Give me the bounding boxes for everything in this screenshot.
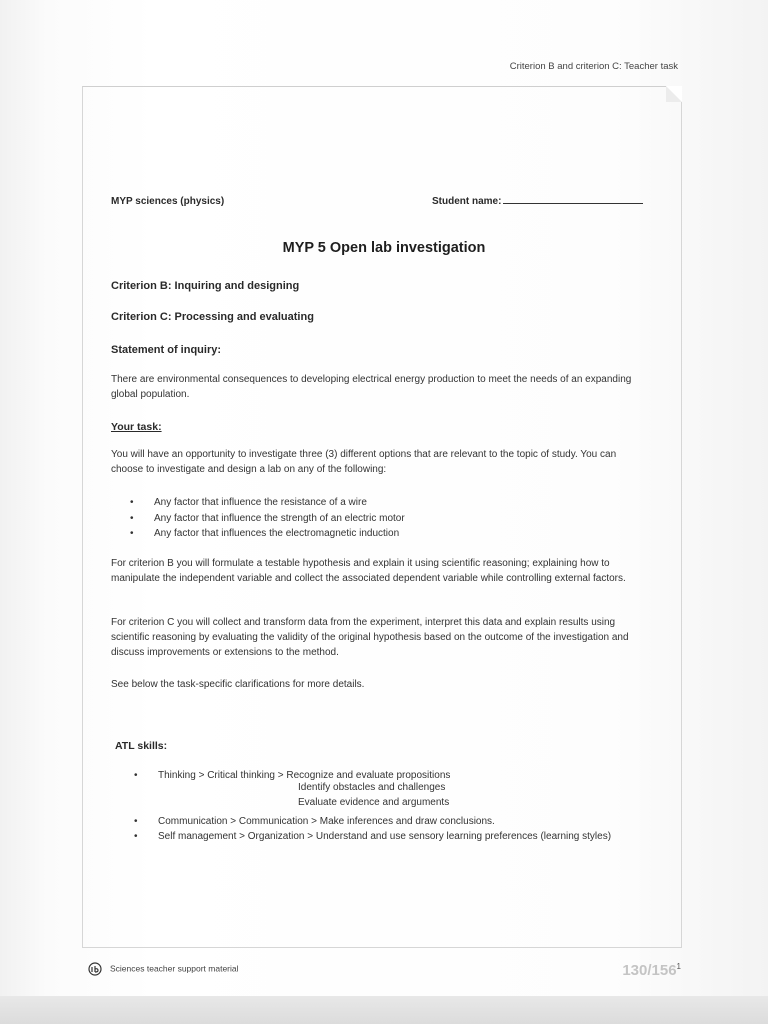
folded-corner (666, 86, 682, 102)
list-item: • Any factor that influences the electromagnetic induction (130, 526, 405, 542)
criterion-c-paragraph: For criterion C you will collect and transform data from the experiment, interpret this data and explain results using scientific reasoning by evaluating the validity of the original hypothesis based on the outcome of the investigation and discuss improvements or extensions to the method. (111, 617, 629, 658)
ib-logo-icon (88, 962, 102, 976)
atl-heading: ATL skills: (115, 740, 168, 752)
student-name-field (432, 194, 643, 207)
atl-self-management-text: Self management > Organization > Understand and use sensory learning preferences (learning styles) (158, 831, 612, 842)
atl-thinking-sub2: Evaluate evidence and arguments (298, 797, 450, 808)
scan-bottom-edge (0, 996, 768, 1024)
page-title: MYP 5 Open lab investigation (282, 240, 486, 256)
see-below-note: See below the task-specific clarifications for more details. (111, 679, 365, 690)
page-number (622, 962, 681, 979)
page-footer (88, 962, 239, 976)
atl-thinking-text: Thinking > Critical thinking > Recognize and evaluate propositions (158, 770, 451, 781)
criterion-b-heading: Criterion B: Inquiring and designing (111, 280, 300, 292)
list-item: • Any factor that influence the strength of an electric motor (130, 511, 405, 527)
statement-heading: Statement of inquiry: (111, 344, 222, 356)
task-intro: You will have an opportunity to investigate three (3) different options that are relevant to the topic of study. You can choose to investigate and design a lab on any of the following: (111, 449, 617, 475)
page-superscript: 1 (676, 962, 681, 971)
task-options-list (130, 495, 405, 542)
criterion-c-heading: Criterion C: Processing and evaluating (111, 311, 314, 323)
running-header: Criterion B and criterion C: Teacher task (509, 61, 678, 72)
list-item: • Any factor that influence the resistance of a wire (130, 495, 405, 511)
statement-text: There are environmental consequences to developing electrical energy production to meet the needs of an expanding global population. (111, 374, 632, 400)
page-number-text: 130/156 (622, 962, 677, 979)
atl-communication-text: Communication > Communication > Make inferences and draw conclusions. (158, 816, 495, 827)
student-name-label: Student name: (432, 196, 502, 207)
footer-text: Sciences teacher support material (110, 963, 239, 974)
criterion-b-paragraph: For criterion B you will formulate a testable hypothesis and explain it using scientific reasoning; explaining how to manipulate the independent variable and collect the associated dependent variable while controlling external factors. (111, 558, 626, 584)
task-heading: Your task: (111, 421, 162, 433)
subject-label: MYP sciences (physics) (111, 196, 225, 207)
scanned-page: Criterion B and criterion C: Teacher task MYP sciences (physics) Student name: MYP 5 Open lab investigation Criterion B: Inquiring and designing Criterion C: Processing and evaluating Statement of inquiry: There are environmental consequences to developing electrical energy production to meet the needs of an expanding global population. Your task: You will have an opportunity to investigate three (3) different options that are relevant to the topic of study. You can choose to investigate and design a lab on any of the following: • Any factor that influence the resistance of a wire • Any factor that influence the strength of an electric motor • Any factor that influences the electromagnetic induction For criterion B you will formulate a testable hypothesis and explain it using scientific reasoning; explaining how to manipulate the independent variable and collect the associated dependent variable while controlling external factors. For criterion C you will collect and transform data from the experiment, interpret this data and explain results using scientific reasoning by evaluating the validity of the original hypothesis based on the outcome of the investigation and discuss improvements or extensions to the method. See below the task-specific clarifications for more details. ATL skills: • Thinking > Critical thinking > Recognize and evaluate propositions Identify obstacles and challenges Evaluate evidence and arguments • Communication > Communication > Make inferences and draw conclusions. • Self management > Organization > Understand and use sensory learning preferences (learning styles) Sciences teacher support material $130/156^1$ (0, 0, 768, 1024)
atl-thinking-sub1: Identify obstacles and challenges (298, 782, 446, 793)
student-name-blank (503, 194, 643, 204)
